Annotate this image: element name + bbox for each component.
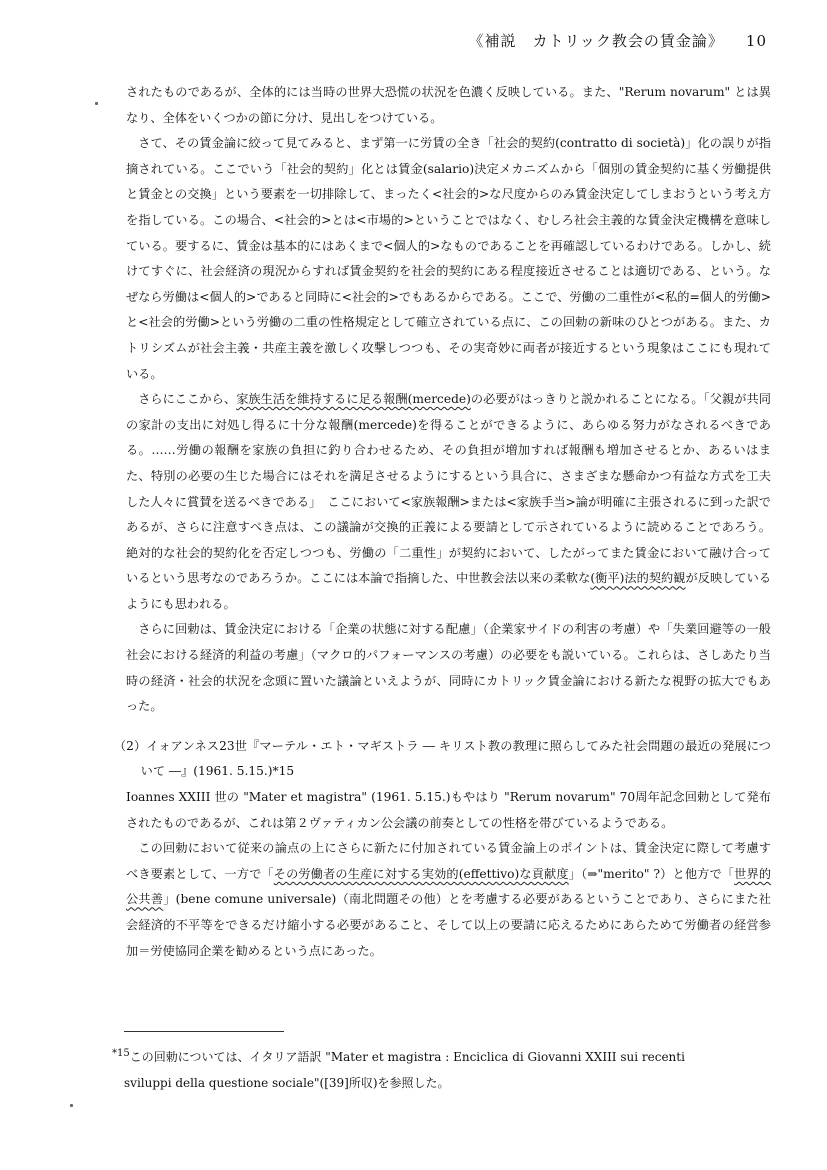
footnote-marker: *15	[112, 1048, 130, 1059]
wavy-underlined-phrase-family-wage: 家族生活を維持するに足る報酬(mercede)	[236, 392, 471, 407]
paragraph-4: さらに回勅は、賃金決定における「企業の状態に対する配慮」（企業家サイドの利害の考慮）や「失業回避等の一般社会における経済的利益の考慮」（マクロ的パフォーマンスの考慮）の必要をも説いている。これらは、さしあたり当時の経済・社会的状況を念頭に置いた議論といえようが、同時にカトリック賃金論における新たな視野の拡大でもあった。	[126, 622, 771, 714]
header-title: 《補説 カトリック教会の賃金論》	[468, 32, 724, 50]
paragraph-5: Ioannes XXIII 世の "Mater et magistra" (1961. 5.15.)もやはり "Rerum novarum" 70周年記念回勅として発布されたものであるが、これは第２ヴァティカン公会議の前奏としての性格を帯びているようである。	[126, 790, 771, 830]
footnote-divider	[124, 1031, 284, 1032]
paragraph-2: さて、その賃金論に絞って見てみると、まず第一に労賃の全き「社会的契約(contratto di società)」化の誤りが指摘されている。ここでいう「社会的契約」化とは賃金(salario)決定メカニズムから「個別の賃金契約に基く労働提供と賃金との交換」という要素を一切排除して、まったく<社会的>な尺度からのみ賃金決定してしまおうという考え方を指している。この場合、<社会的>とは<市場的>ということではなく、むしろ社会主義的な賃金決定機構を意味している。要するに、賃金は基本的にはあくまで<個人的>なものであることを再確認しているわけである。しかし、続けてすぐに、社会経済の現況からすれば賃金契約を社会的契約にある程度接近させることは適切である、という。なぜなら労働は<個人的>であると同時に<社会的>でもあるからである。ここで、労働の二重性が<私的=個人的労働>と<社会的労働>という労働の二重の性格規定として確立されている点に、この回勅の新味のひとつがある。また、カトリシズムが社会主義・共産主義を激しく攻撃しつつも、その実奇妙に両者が接近するという現象はここにも現れている。	[126, 136, 771, 381]
margin-speck	[70, 1104, 73, 1107]
wavy-underlined-phrase-contribution: その労働者の生産に対する実効的(effettivo)な貢献度	[273, 866, 569, 881]
main-text	[113, 80, 772, 964]
wavy-underlined-phrase-equity-contract: (衡平)法的契約観	[590, 571, 686, 586]
running-header	[469, 30, 768, 51]
wavy-underlined-phrase-common-good: 世界的公共善	[126, 866, 772, 907]
paragraph-3-part-b: の必要がはっきりと説かれることになる。「父親が共同の家計の支出に対処し得るに十分な報酬(mercede)を得ることができるように、あらゆる努力がなされるべきである。……労働の報酬を家族の負担に釣り合わせるため、その負担が増加すれば報酬も増加させるとか、あるいはまた、特別の必要の生じた場合にはそれを満足させるようにするという具合に、さまざまな懸命かつ有益な方式を工夫した人々に賞賛を送るべきである」 ここにおいて<家族報酬>または<家族手当>論が明確に主張されるに到った訳であるが、さらに注意すべき点は、この議論が交換的正義による要請として示されているように読めることであろう。絶対的な社会的契約化を否定しつつも、労働の「二重性」が契約において、したがってまた賃金において融け合っているという思考なのであろうか。ここには本論で指摘した、中世教会法以来の柔軟な	[126, 392, 771, 586]
paragraph-3	[126, 387, 771, 617]
paragraph-6-part-c: 」(bene comune universale)（南北問題その他）とを考慮する必要があるということであり、さらにまた社会経済的不平等をできるだけ縮小する必要があること、そして以上の要請に応えるためにあらためて労働者の経営参加＝労使協同企業を勧めるという点にあった。	[126, 892, 771, 958]
margin-speck	[95, 102, 98, 105]
page-number: 10	[745, 32, 767, 50]
paragraph-6-part-b: 」（⇒"merito" ?）と他方で「	[568, 866, 735, 881]
footnote	[112, 1041, 772, 1096]
footnote-line-2: sviluppi della questione sociale"([39]所収)を参照した。	[124, 1076, 450, 1090]
paragraph-1: されたものであるが、全体的には当時の世界大恐慌の状況を色濃く反映している。また、"Rerum novarum" とは異なり、全体をいくつかの節に分け、見出しをつけている。	[126, 85, 771, 125]
section-heading-mater-et-magistra: （2）イォアンネス23世『マーテル・エト・マギストラ ― キリスト教の教理に照らしてみた社会問題の最近の発展について ―』(1961. 5.15.)*15	[113, 738, 771, 779]
paragraph-3-part-c: が反映しているようにも思われる。	[126, 571, 772, 611]
paragraph-3-part-a: さらにここから、	[138, 392, 237, 407]
footnote-line-1	[112, 1041, 772, 1070]
footnote-text-1: この回勅については、イタリア語訳 "Mater et magistra : Enciclica di Giovanni XXIII sui recenti	[129, 1050, 685, 1064]
paragraph-6	[126, 836, 771, 964]
paragraph-6-part-a: この回勅において従来の論点の上にさらに新たに付加されている賃金論上のポイントは、賃金決定に際して考慮すべき要素として、一方で「	[126, 841, 771, 881]
